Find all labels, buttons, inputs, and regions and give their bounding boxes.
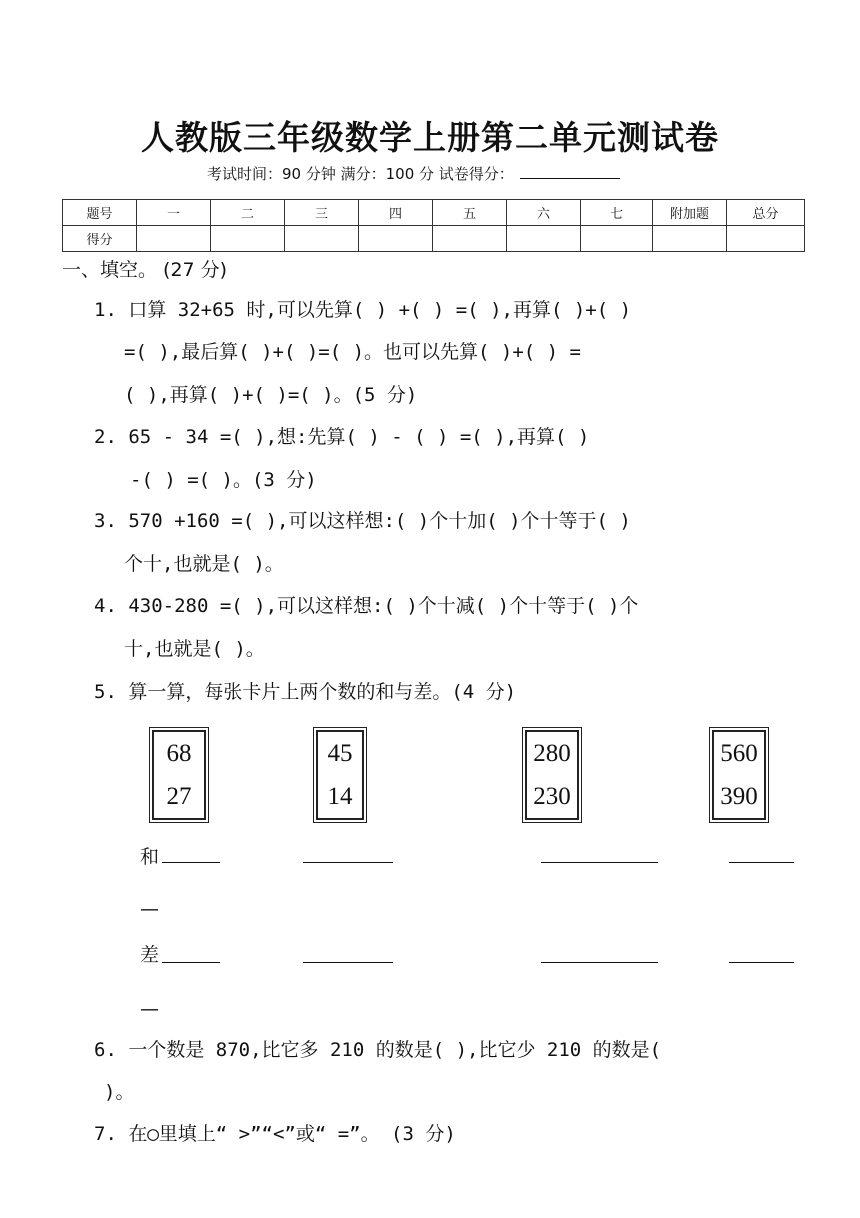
diff-answer-line[interactable] [541,962,658,963]
question-5-line-1: 5. 算一算，每张卡片上两个数的和与差。(4 分) [94,681,517,703]
diff-label: 差 [140,944,160,966]
card-bottom-number: 14 [327,783,353,810]
sum-answer-line[interactable] [729,862,794,863]
sum-label: 和 [140,846,160,868]
score-cell[interactable] [727,226,805,252]
number-card [712,730,766,820]
question-6-line-1: 6. 一个数是 870,比它多 210 的数是( ),比它少 210 的数是( [94,1039,662,1061]
sum-answer-line[interactable] [303,862,393,863]
score-cell[interactable] [581,226,653,252]
score-blank[interactable] [520,164,620,179]
question-4-line-1: 4. 430-280 =( ),可以这样想:( )个十减( )个十等于( )个 [94,595,639,617]
dash-mark: — [140,898,159,920]
score-header-cell: 四 [359,200,433,226]
dash-mark: — [140,998,159,1020]
section1-heading: 一、填空。 (27 分) [62,259,228,281]
question-1-line-2: =( ),最后算( )+( )=( )。也可以先算( )+( ) = [124,341,581,363]
score-row-label: 得分 [63,226,137,252]
diff-answer-line[interactable] [729,962,794,963]
page-title: 人教版三年级数学上册第二单元测试卷 [141,118,719,157]
score-cell[interactable] [359,226,433,252]
score-cell[interactable] [211,226,285,252]
question-1-line-1: 1. 口算 32+65 时,可以先算( ) +( ) =( ),再算( )+( ) [94,299,632,321]
score-table [62,199,805,252]
question-3-line-1: 3. 570 +160 =( ),可以这样想:( )个十加( )个十等于( ) [94,510,631,532]
score-header-cell: 一 [137,200,211,226]
question-3-line-2: 个十,也就是( )。 [124,553,284,575]
exam-info-text: 考试时间：90 分钟 满分：100 分 试卷得分： [207,165,514,183]
card-top-number: 45 [327,740,353,767]
score-cell[interactable] [507,226,581,252]
score-cell[interactable] [433,226,507,252]
card-top-number: 280 [533,740,571,767]
question-4-line-2: 十,也就是( )。 [124,638,265,660]
score-header-cell: 五 [433,200,507,226]
diff-answer-line[interactable] [162,962,220,963]
score-value-row [63,226,805,252]
sum-answer-line[interactable] [162,862,220,863]
score-header-cell: 二 [211,200,285,226]
card-bottom-number: 390 [720,783,758,810]
number-card [525,730,579,820]
score-header-cell: 题号 [63,200,137,226]
score-header-cell: 七 [581,200,653,226]
card-top-number: 68 [166,740,192,767]
score-header-cell: 三 [285,200,359,226]
score-header-cell: 总分 [727,200,805,226]
diff-answer-line[interactable] [303,962,393,963]
question-1-line-3: ( ),再算( )+( )=( )。(5 分) [124,384,418,406]
number-card [316,730,364,820]
card-bottom-number: 27 [166,783,192,810]
score-header-cell: 附加题 [653,200,727,226]
score-header-cell: 六 [507,200,581,226]
exam-info [207,163,620,184]
sum-answer-line[interactable] [541,862,658,863]
question-2-line-1: 2. 65 - 34 =( ),想:先算( ) - ( ) =( ),再算( ) [94,426,590,448]
score-cell[interactable] [653,226,727,252]
card-bottom-number: 230 [533,783,571,810]
score-cell[interactable] [285,226,359,252]
card-top-number: 560 [720,740,758,767]
number-card [152,730,206,820]
question-7-line-1: 7. 在◯里填上“ >”“<”或“ =”。 (3 分) [94,1123,456,1145]
question-2-line-2: -( ) =( )。(3 分) [130,469,317,491]
score-cell[interactable] [137,226,211,252]
score-header-row [63,200,805,226]
question-6-line-2: )。 [104,1081,135,1103]
